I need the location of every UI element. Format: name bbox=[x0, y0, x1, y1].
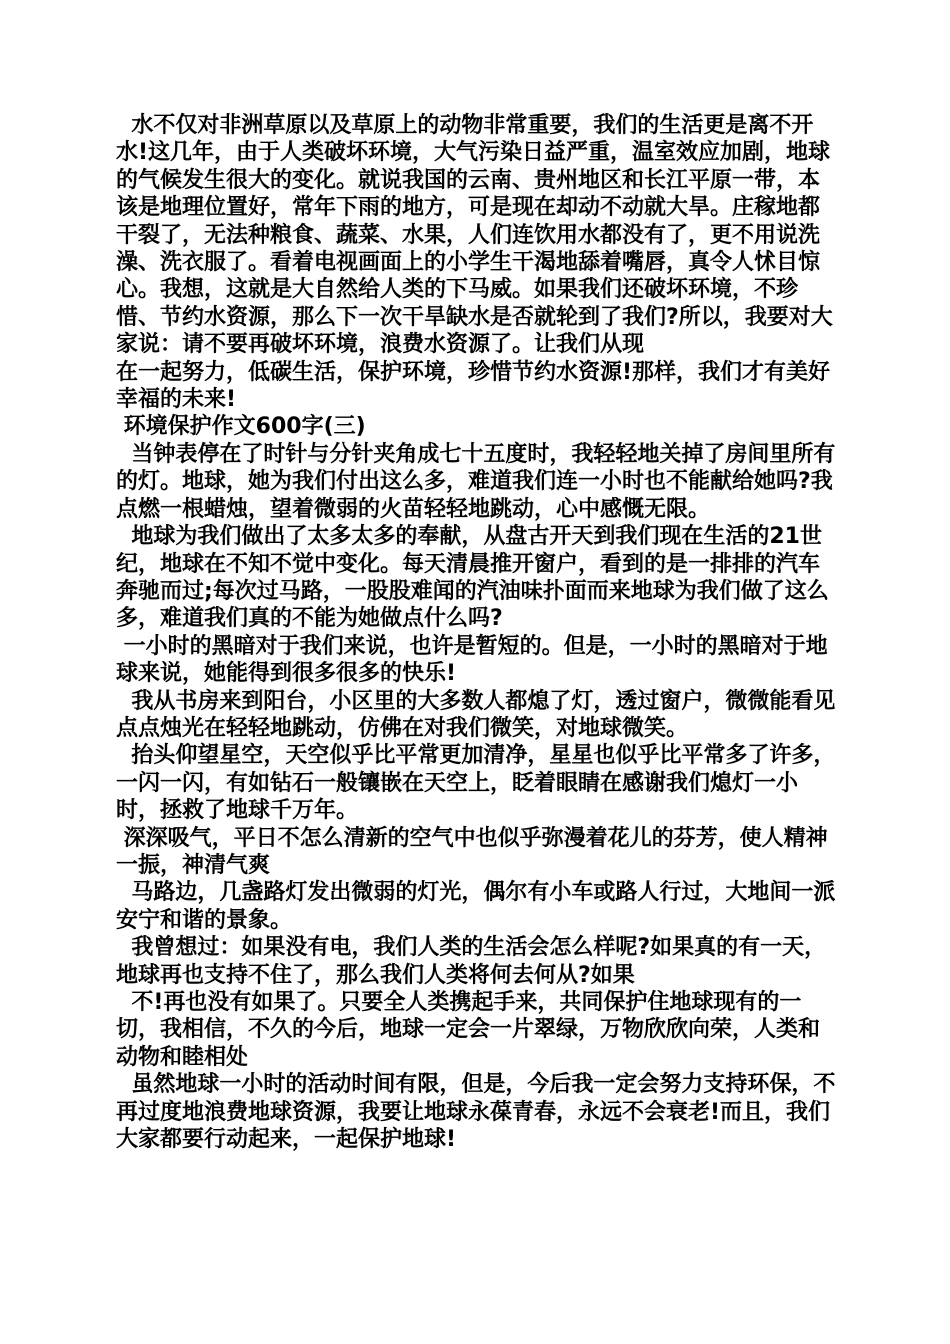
essay-body bbox=[116, 112, 836, 1153]
paragraph-balcony: 我从书房来到阳台，小区里的大多数人都熄了灯，透过窗户，微微能看见点点烛光在轻轻地跳动，仿佛在对我们微笑，对地球微笑。 bbox=[116, 688, 836, 741]
paragraph-stars: 抬头仰望星空，天空似乎比平常更加清净，星星也似乎比平常多了许多，一闪一闪，有如钻石一般镶嵌在天空上，眨着眼睛在感谢我们熄灯一小时，拯救了地球千万年。 bbox=[116, 743, 836, 824]
paragraph-clock: 当钟表停在了时针与分针夹角成七十五度时，我轻轻地关掉了房间里所有的灯。地球，她为我们付出这么多，难道我们连一小时也不能献给她吗?我点燃一根蜡烛，望着微弱的火苗轻轻地跳动，心中感慨无限。 bbox=[116, 441, 836, 522]
paragraph-water: 水不仅对非洲草原以及草原上的动物非常重要，我们的生活更是离不开水!这几年，由于人类破坏环境，大气污染日益严重，温室效应加剧，地球的气候发生很大的变化。就说我国的云南、贵州地区和长江平原一带，本该是地理位置好，常年下雨的地方，可是现在却动不动就大旱。庄稼地都干裂了，无法种粮食、蔬菜、水果，人们连饮用水都没有了，更不用说洗澡、洗衣服了。看着电视画面上的小学生干渴地舔着嘴唇，真令人怵目惊心。我想，这就是大自然给人类的下马威。如果我们还破坏环境，不珍惜、节约水资源，那么下一次干旱缺水是否就轮到了我们?所以，我要对大家说：请不要再破坏环境，浪费水资源了。让我们从现 bbox=[116, 113, 833, 358]
paragraph-conclusion: 虽然地球一小时的活动时间有限，但是，今后我一定会努力支持环保，不再过度地浪费地球资源，我要让地球永葆青春，永远不会衰老!而且，我们大家都要行动起来，一起保护地球! bbox=[116, 1072, 836, 1153]
essay-heading: 环境保护作文600字(三) bbox=[116, 414, 366, 440]
paragraph-streetlights: 马路边，几盏路灯发出微弱的灯光，偶尔有小车或路人行过，大地间一派安宁和谐的景象。 bbox=[116, 880, 836, 933]
paragraph-one-hour-dark: 一小时的黑暗对于我们来说，也许是暂短的。但是，一小时的黑暗对于地球来说，她能得到很多很多的快乐! bbox=[116, 633, 828, 687]
paragraph-earth-contribution: 地球为我们做出了太多太多的奉献，从盘古开天到我们现在生活的21世纪，地球在不知不觉中变化。每天清晨推开窗户，看到的是一排排的汽车奔驰而过;每次过马路，一股股难闻的汽油味扑面而来地球为我们做了这么多，难道我们真的不能为她做点什么吗? bbox=[116, 524, 829, 632]
paragraph-what-if: 我曾想过：如果没有电，我们人类的生活会怎么样呢?如果真的有一天，地球再也支持不住了，那么我们人类将何去何从?如果 bbox=[116, 935, 827, 988]
paragraph-breath: 深深吸气，平日不怎么清新的空气中也似乎弥漫着花儿的芬芳，使人精神一振，神清气爽 bbox=[116, 825, 828, 878]
paragraph-no-more-if: 不!再也没有如果了。只要全人类携起手来，共同保护住地球现有的一切，我相信，不久的今后，地球一定会一片翠绿，万物欣欣向荣，人类和动物和睦相处 bbox=[116, 990, 821, 1070]
paragraph-together: 在一起努力，低碳生活，保护环境，珍惜节约水资源!那样，我们才有美好幸福的未来! bbox=[116, 359, 831, 413]
